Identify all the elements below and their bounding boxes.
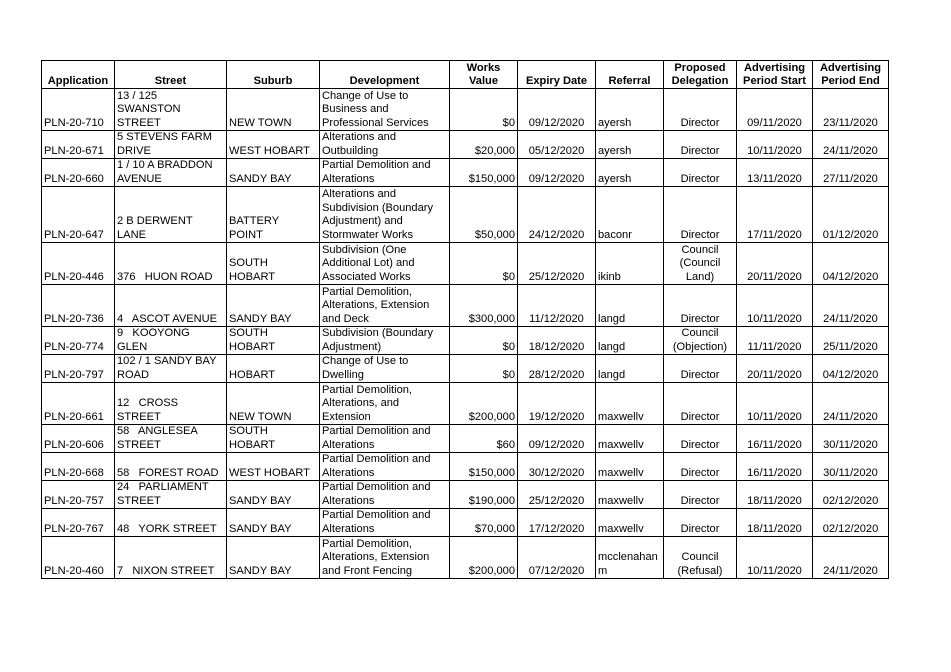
cell-delegation: Director — [664, 355, 737, 383]
table-row — [42, 481, 889, 509]
col-header-expiry-date: Expiry Date — [518, 61, 596, 89]
table-row — [42, 355, 889, 383]
cell-street: 7 NIXON STREET — [115, 537, 227, 579]
cell-delegation: Director — [664, 159, 737, 187]
cell-street: 12 CROSS STREET — [115, 383, 227, 425]
cell-advertising-end: 24/11/2020 — [813, 131, 889, 159]
cell-works-value: $150,000 — [450, 159, 518, 187]
col-header-street: Street — [115, 61, 227, 89]
cell-delegation: Council (Council Land) — [664, 243, 737, 285]
cell-expiry-date: 19/12/2020 — [518, 383, 596, 425]
table-row — [42, 383, 889, 425]
cell-advertising-end: 27/11/2020 — [813, 159, 889, 187]
cell-advertising-start: 10/11/2020 — [737, 285, 813, 327]
cell-advertising-start: 09/11/2020 — [737, 89, 813, 131]
cell-application: PLN-20-668 — [42, 453, 115, 481]
cell-referral: mcclenahan m — [596, 537, 664, 579]
cell-referral: ayersh — [596, 89, 664, 131]
cell-referral: baconr — [596, 187, 664, 243]
cell-referral: ikinb — [596, 243, 664, 285]
cell-referral: ayersh — [596, 159, 664, 187]
cell-street: 58 ANGLESEA STREET — [115, 425, 227, 453]
cell-referral: ayersh — [596, 131, 664, 159]
cell-delegation: Director — [664, 425, 737, 453]
cell-expiry-date: 09/12/2020 — [518, 159, 596, 187]
cell-advertising-end: 01/12/2020 — [813, 187, 889, 243]
cell-expiry-date: 28/12/2020 — [518, 355, 596, 383]
col-header-suburb: Suburb — [227, 61, 320, 89]
cell-works-value: $0 — [450, 243, 518, 285]
cell-development: Partial Demolition, Alterations, Extension and Front Fencing — [320, 537, 450, 579]
cell-application: PLN-20-460 — [42, 537, 115, 579]
cell-development: Partial Demolition and Alterations — [320, 425, 450, 453]
cell-suburb: SANDY BAY — [227, 159, 320, 187]
cell-delegation: Director — [664, 89, 737, 131]
cell-delegation: Director — [664, 509, 737, 537]
table-row — [42, 425, 889, 453]
cell-advertising-start: 20/11/2020 — [737, 355, 813, 383]
table-row — [42, 453, 889, 481]
cell-development: Partial Demolition and Alterations — [320, 159, 450, 187]
cell-application: PLN-20-710 — [42, 89, 115, 131]
cell-street: 2 B DERWENT LANE — [115, 187, 227, 243]
cell-works-value: $20,000 — [450, 131, 518, 159]
cell-development: Alterations and Subdivision (Boundary Adjustment) and Stormwater Works — [320, 187, 450, 243]
cell-development: Partial Demolition and Alterations — [320, 509, 450, 537]
cell-works-value: $60 — [450, 425, 518, 453]
col-header-development: Development — [320, 61, 450, 89]
cell-expiry-date: 05/12/2020 — [518, 131, 596, 159]
cell-expiry-date: 25/12/2020 — [518, 481, 596, 509]
cell-suburb: WEST HOBART — [227, 131, 320, 159]
header-row — [42, 61, 889, 89]
col-header-referral: Referral — [596, 61, 664, 89]
cell-referral: langd — [596, 285, 664, 327]
col-header-application: Application — [42, 61, 115, 89]
cell-expiry-date: 17/12/2020 — [518, 509, 596, 537]
cell-application: PLN-20-647 — [42, 187, 115, 243]
cell-development: Subdivision (One Additional Lot) and Associated Works — [320, 243, 450, 285]
cell-development: Partial Demolition, Alterations, Extension and Deck — [320, 285, 450, 327]
cell-referral: langd — [596, 355, 664, 383]
cell-application: PLN-20-606 — [42, 425, 115, 453]
cell-development: Partial Demolition and Alterations — [320, 453, 450, 481]
table-row — [42, 187, 889, 243]
cell-delegation: Director — [664, 481, 737, 509]
cell-advertising-start: 17/11/2020 — [737, 187, 813, 243]
cell-suburb: HOBART — [227, 355, 320, 383]
cell-advertising-start: 18/11/2020 — [737, 481, 813, 509]
cell-delegation: Director — [664, 187, 737, 243]
cell-referral: maxwellv — [596, 509, 664, 537]
cell-referral: maxwellv — [596, 481, 664, 509]
cell-expiry-date: 24/12/2020 — [518, 187, 596, 243]
cell-street: 1 / 10 A BRADDON AVENUE — [115, 159, 227, 187]
cell-expiry-date: 25/12/2020 — [518, 243, 596, 285]
col-header-advertising-end: Advertising Period End — [813, 61, 889, 89]
cell-works-value: $0 — [450, 327, 518, 355]
cell-referral: maxwellv — [596, 453, 664, 481]
cell-advertising-end: 24/11/2020 — [813, 537, 889, 579]
cell-advertising-start: 16/11/2020 — [737, 425, 813, 453]
cell-suburb: SANDY BAY — [227, 509, 320, 537]
table-row — [42, 327, 889, 355]
cell-advertising-end: 04/12/2020 — [813, 355, 889, 383]
cell-expiry-date: 11/12/2020 — [518, 285, 596, 327]
cell-advertising-start: 10/11/2020 — [737, 131, 813, 159]
cell-suburb: NEW TOWN — [227, 89, 320, 131]
cell-application: PLN-20-660 — [42, 159, 115, 187]
cell-advertising-end: 04/12/2020 — [813, 243, 889, 285]
cell-street: 4 ASCOT AVENUE — [115, 285, 227, 327]
cell-application: PLN-20-767 — [42, 509, 115, 537]
cell-advertising-start: 16/11/2020 — [737, 453, 813, 481]
cell-works-value: $0 — [450, 355, 518, 383]
cell-street: 5 STEVENS FARM DRIVE — [115, 131, 227, 159]
table-row — [42, 89, 889, 131]
cell-referral: langd — [596, 327, 664, 355]
cell-suburb: SANDY BAY — [227, 537, 320, 579]
cell-advertising-start: 10/11/2020 — [737, 537, 813, 579]
cell-street: 376 HUON ROAD — [115, 243, 227, 285]
cell-street: 58 FOREST ROAD — [115, 453, 227, 481]
cell-development: Change of Use to Business and Professional Services — [320, 89, 450, 131]
cell-application: PLN-20-774 — [42, 327, 115, 355]
cell-works-value: $150,000 — [450, 453, 518, 481]
cell-development: Partial Demolition and Alterations — [320, 481, 450, 509]
table-row — [42, 509, 889, 537]
cell-advertising-end: 24/11/2020 — [813, 285, 889, 327]
cell-advertising-start: 18/11/2020 — [737, 509, 813, 537]
cell-application: PLN-20-736 — [42, 285, 115, 327]
cell-works-value: $200,000 — [450, 537, 518, 579]
col-header-advertising-start: Advertising Period Start — [737, 61, 813, 89]
cell-referral: maxwellv — [596, 383, 664, 425]
cell-works-value: $190,000 — [450, 481, 518, 509]
cell-suburb: BATTERY POINT — [227, 187, 320, 243]
cell-expiry-date: 07/12/2020 — [518, 537, 596, 579]
cell-delegation: Council (Objection) — [664, 327, 737, 355]
cell-delegation: Director — [664, 131, 737, 159]
cell-expiry-date: 18/12/2020 — [518, 327, 596, 355]
table-row — [42, 285, 889, 327]
cell-suburb: SANDY BAY — [227, 481, 320, 509]
cell-referral: maxwellv — [596, 425, 664, 453]
cell-delegation: Director — [664, 285, 737, 327]
table-row — [42, 537, 889, 579]
applications-table — [41, 60, 889, 579]
cell-advertising-start: 10/11/2020 — [737, 383, 813, 425]
cell-advertising-end: 30/11/2020 — [813, 425, 889, 453]
cell-development: Subdivision (Boundary Adjustment) — [320, 327, 450, 355]
cell-suburb: SOUTH HOBART — [227, 327, 320, 355]
cell-works-value: $200,000 — [450, 383, 518, 425]
cell-advertising-end: 30/11/2020 — [813, 453, 889, 481]
cell-suburb: WEST HOBART — [227, 453, 320, 481]
cell-application: PLN-20-661 — [42, 383, 115, 425]
cell-suburb: SANDY BAY — [227, 285, 320, 327]
cell-advertising-end: 25/11/2020 — [813, 327, 889, 355]
cell-development: Change of Use to Dwelling — [320, 355, 450, 383]
cell-works-value: $50,000 — [450, 187, 518, 243]
cell-advertising-end: 02/12/2020 — [813, 509, 889, 537]
cell-application: PLN-20-757 — [42, 481, 115, 509]
cell-advertising-start: 20/11/2020 — [737, 243, 813, 285]
cell-development: Partial Demolition, Alterations, and Extension — [320, 383, 450, 425]
col-header-proposed-delegation: Proposed Delegation — [664, 61, 737, 89]
cell-street: 48 YORK STREET — [115, 509, 227, 537]
cell-application: PLN-20-797 — [42, 355, 115, 383]
cell-advertising-start: 13/11/2020 — [737, 159, 813, 187]
cell-expiry-date: 09/12/2020 — [518, 89, 596, 131]
cell-suburb: SOUTH HOBART — [227, 425, 320, 453]
cell-works-value: $70,000 — [450, 509, 518, 537]
cell-development: Alterations and Outbuilding — [320, 131, 450, 159]
cell-application: PLN-20-446 — [42, 243, 115, 285]
cell-advertising-end: 02/12/2020 — [813, 481, 889, 509]
cell-works-value: $0 — [450, 89, 518, 131]
cell-street: 9 KOOYONG GLEN — [115, 327, 227, 355]
cell-advertising-end: 23/11/2020 — [813, 89, 889, 131]
cell-delegation: Council (Refusal) — [664, 537, 737, 579]
cell-street: 102 / 1 SANDY BAY ROAD — [115, 355, 227, 383]
cell-delegation: Director — [664, 383, 737, 425]
cell-application: PLN-20-671 — [42, 131, 115, 159]
cell-expiry-date: 30/12/2020 — [518, 453, 596, 481]
cell-street: 24 PARLIAMENT STREET — [115, 481, 227, 509]
col-header-works-value: Works Value — [450, 61, 518, 89]
cell-expiry-date: 09/12/2020 — [518, 425, 596, 453]
cell-works-value: $300,000 — [450, 285, 518, 327]
table-row — [42, 131, 889, 159]
cell-advertising-start: 11/11/2020 — [737, 327, 813, 355]
table-row — [42, 243, 889, 285]
cell-street: 13 / 125 SWANSTON STREET — [115, 89, 227, 131]
cell-suburb: NEW TOWN — [227, 383, 320, 425]
cell-advertising-end: 24/11/2020 — [813, 383, 889, 425]
cell-delegation: Director — [664, 453, 737, 481]
cell-suburb: SOUTH HOBART — [227, 243, 320, 285]
table-row — [42, 159, 889, 187]
